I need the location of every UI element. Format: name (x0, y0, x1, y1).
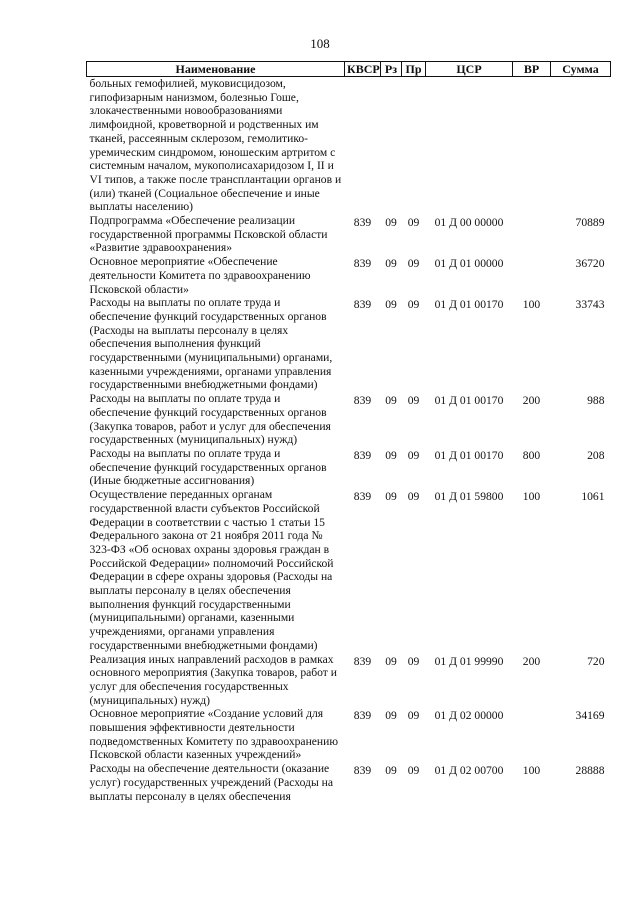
cell-name: Расходы на обеспечение деятельности (оказание услуг) государственных учреждений (Расходы на выплаты персоналу в целях обеспечения (89, 762, 333, 803)
cell-csr: 01 Д 01 00170 (434, 298, 504, 312)
table-row (87, 77, 611, 215)
cell-csr: 01 Д 01 00170 (434, 448, 504, 462)
cell-kvsr: 839 (353, 257, 372, 271)
cell-csr: 01 Д 00 00000 (434, 216, 504, 230)
header-csr: ЦСР (426, 62, 513, 77)
cell-vr: 200 (522, 394, 541, 408)
cell-rz: 09 (385, 709, 397, 723)
page-number: 108 (310, 36, 330, 51)
table-row (87, 653, 611, 708)
table-row (87, 392, 611, 447)
table-row (87, 488, 611, 652)
cell-kvsr: 839 (353, 216, 372, 230)
cell-csr: 01 Д 01 00000 (434, 257, 504, 271)
cell-name: Расходы на выплаты по оплате труда и обеспечение функций государственных органов (Иные бюджетные ассигнования) (89, 446, 327, 488)
cell-sum: 720 (587, 654, 605, 668)
cell-vr (513, 77, 551, 215)
cell-sum: 208 (587, 448, 605, 462)
cell-pr: 09 (407, 709, 420, 723)
cell-sum: 1061 (581, 490, 605, 504)
cell-pr: 09 (407, 490, 420, 504)
budget-table (86, 61, 611, 803)
table-row (87, 214, 611, 255)
cell-rz (381, 77, 402, 215)
cell-rz: 09 (385, 394, 397, 408)
cell-kvsr: 839 (353, 298, 372, 312)
cell-sum: 33743 (575, 298, 605, 312)
cell-sum: 70889 (575, 216, 605, 230)
cell-name: больных гемофилией, муковисцидозом, гипофизарным нанизмом, болезнью Гоше, злокачественными новообразованиями лимфоидной, кроветворной и родственных им тканей, рассеянным склерозом, гемолитико-уремическим синдромом, юношеским артритом с системным началом, мукополисахаридозом I, II и VI типов, а также после трансплантации органов и (или) тканей (Социальное обеспечение и иные выплаты населению) (89, 77, 342, 214)
cell-pr: 09 (407, 298, 420, 312)
cell-vr (513, 255, 551, 296)
cell-rz: 09 (385, 654, 397, 668)
cell-vr: 100 (522, 490, 541, 504)
cell-rz: 09 (385, 448, 397, 462)
cell-kvsr: 839 (353, 764, 372, 778)
cell-name: Реализация иных направлений расходов в рамках основного мероприятия (Закупка товаров, работ и услуг для обеспечения государственных (муниципальных) нужд) (89, 652, 337, 707)
cell-pr: 09 (407, 394, 420, 408)
cell-sum: 28888 (575, 764, 605, 778)
table-row (87, 255, 611, 296)
cell-rz: 09 (385, 298, 397, 312)
cell-csr: 01 Д 02 00700 (434, 764, 504, 778)
cell-name: Подпрограмма «Обеспечение реализации государственной программы Псковской области «Развитие здравоохранения» (89, 214, 328, 255)
cell-vr (513, 214, 551, 255)
cell-pr: 09 (407, 764, 420, 778)
cell-pr: 09 (407, 654, 420, 668)
header-vr: ВР (513, 62, 551, 77)
cell-sum: 988 (587, 394, 605, 408)
cell-sum: 34169 (575, 709, 605, 723)
header-rz: Рз (381, 62, 402, 77)
cell-pr: 09 (407, 257, 420, 271)
header-kvsr: КВСР (345, 62, 381, 77)
table-header-row (87, 62, 611, 77)
cell-vr (513, 707, 551, 762)
cell-pr: 09 (407, 448, 420, 462)
cell-pr (402, 77, 426, 215)
table-row (87, 447, 611, 488)
cell-kvsr: 839 (353, 654, 372, 668)
cell-csr: 01 Д 02 00000 (434, 709, 504, 723)
cell-kvsr: 839 (353, 394, 372, 408)
cell-rz: 09 (385, 216, 397, 230)
table-row (87, 296, 611, 392)
cell-vr: 800 (522, 448, 541, 462)
cell-kvsr: 839 (353, 448, 372, 462)
cell-rz: 09 (385, 257, 397, 271)
cell-csr (426, 77, 513, 215)
header-pr: Пр (402, 62, 426, 77)
table-row (87, 762, 611, 803)
cell-name: Осуществление переданных органам государственной власти субъектов Российской Федерации в соответствии с частью 1 статьи 15 Федерального закона от 21 ноября 2011 года № 323-ФЗ «Об основах охраны здоровья граждан в Российской Федерации» полномочий Российской Федерации в сфере охраны здоровья (Расходы на выплаты персоналу в целях обеспечения выполнения функций государственными (муниципальными) органами, казенными учреждениями, органами управления государственными внебюджетными фондами) (89, 488, 334, 652)
cell-rz: 09 (385, 764, 397, 778)
cell-sum: 36720 (575, 257, 605, 271)
cell-name: Расходы на выплаты по оплате труда и обеспечение функций государственных органов (Расходы на выплаты персоналу в целях обеспечения выполнения функций государственными (муниципальными) органами, казенными учреждениями, органами управления государственными внебюджетными фондами) (89, 296, 333, 392)
cell-sum (551, 77, 611, 215)
cell-kvsr: 839 (353, 709, 372, 723)
cell-name: Основное мероприятие «Создание условий для повышения эффективности деятельности подведомственных Комитету по здравоохранению Псковской области казенных учреждений» (89, 707, 339, 762)
cell-kvsr: 839 (353, 490, 372, 504)
cell-name: Основное мероприятие «Обеспечение деятельности Комитета по здравоохранению Псковской области» (89, 255, 311, 296)
cell-vr: 200 (522, 654, 541, 668)
table-row (87, 707, 611, 762)
cell-vr: 100 (522, 764, 541, 778)
cell-csr: 01 Д 01 00170 (434, 394, 504, 408)
cell-csr: 01 Д 01 99990 (434, 654, 504, 668)
header-name: Наименование (87, 62, 345, 77)
cell-name: Расходы на выплаты по оплате труда и обеспечение функций государственных органов (Закупка товаров, работ и услуг для обеспечения государственных (муниципальных) нужд) (89, 392, 331, 447)
cell-kvsr (345, 77, 381, 215)
cell-rz: 09 (385, 490, 397, 504)
cell-csr: 01 Д 01 59800 (434, 490, 504, 504)
cell-vr: 100 (522, 298, 541, 312)
cell-pr: 09 (407, 216, 420, 230)
header-sum: Сумма (551, 62, 611, 77)
